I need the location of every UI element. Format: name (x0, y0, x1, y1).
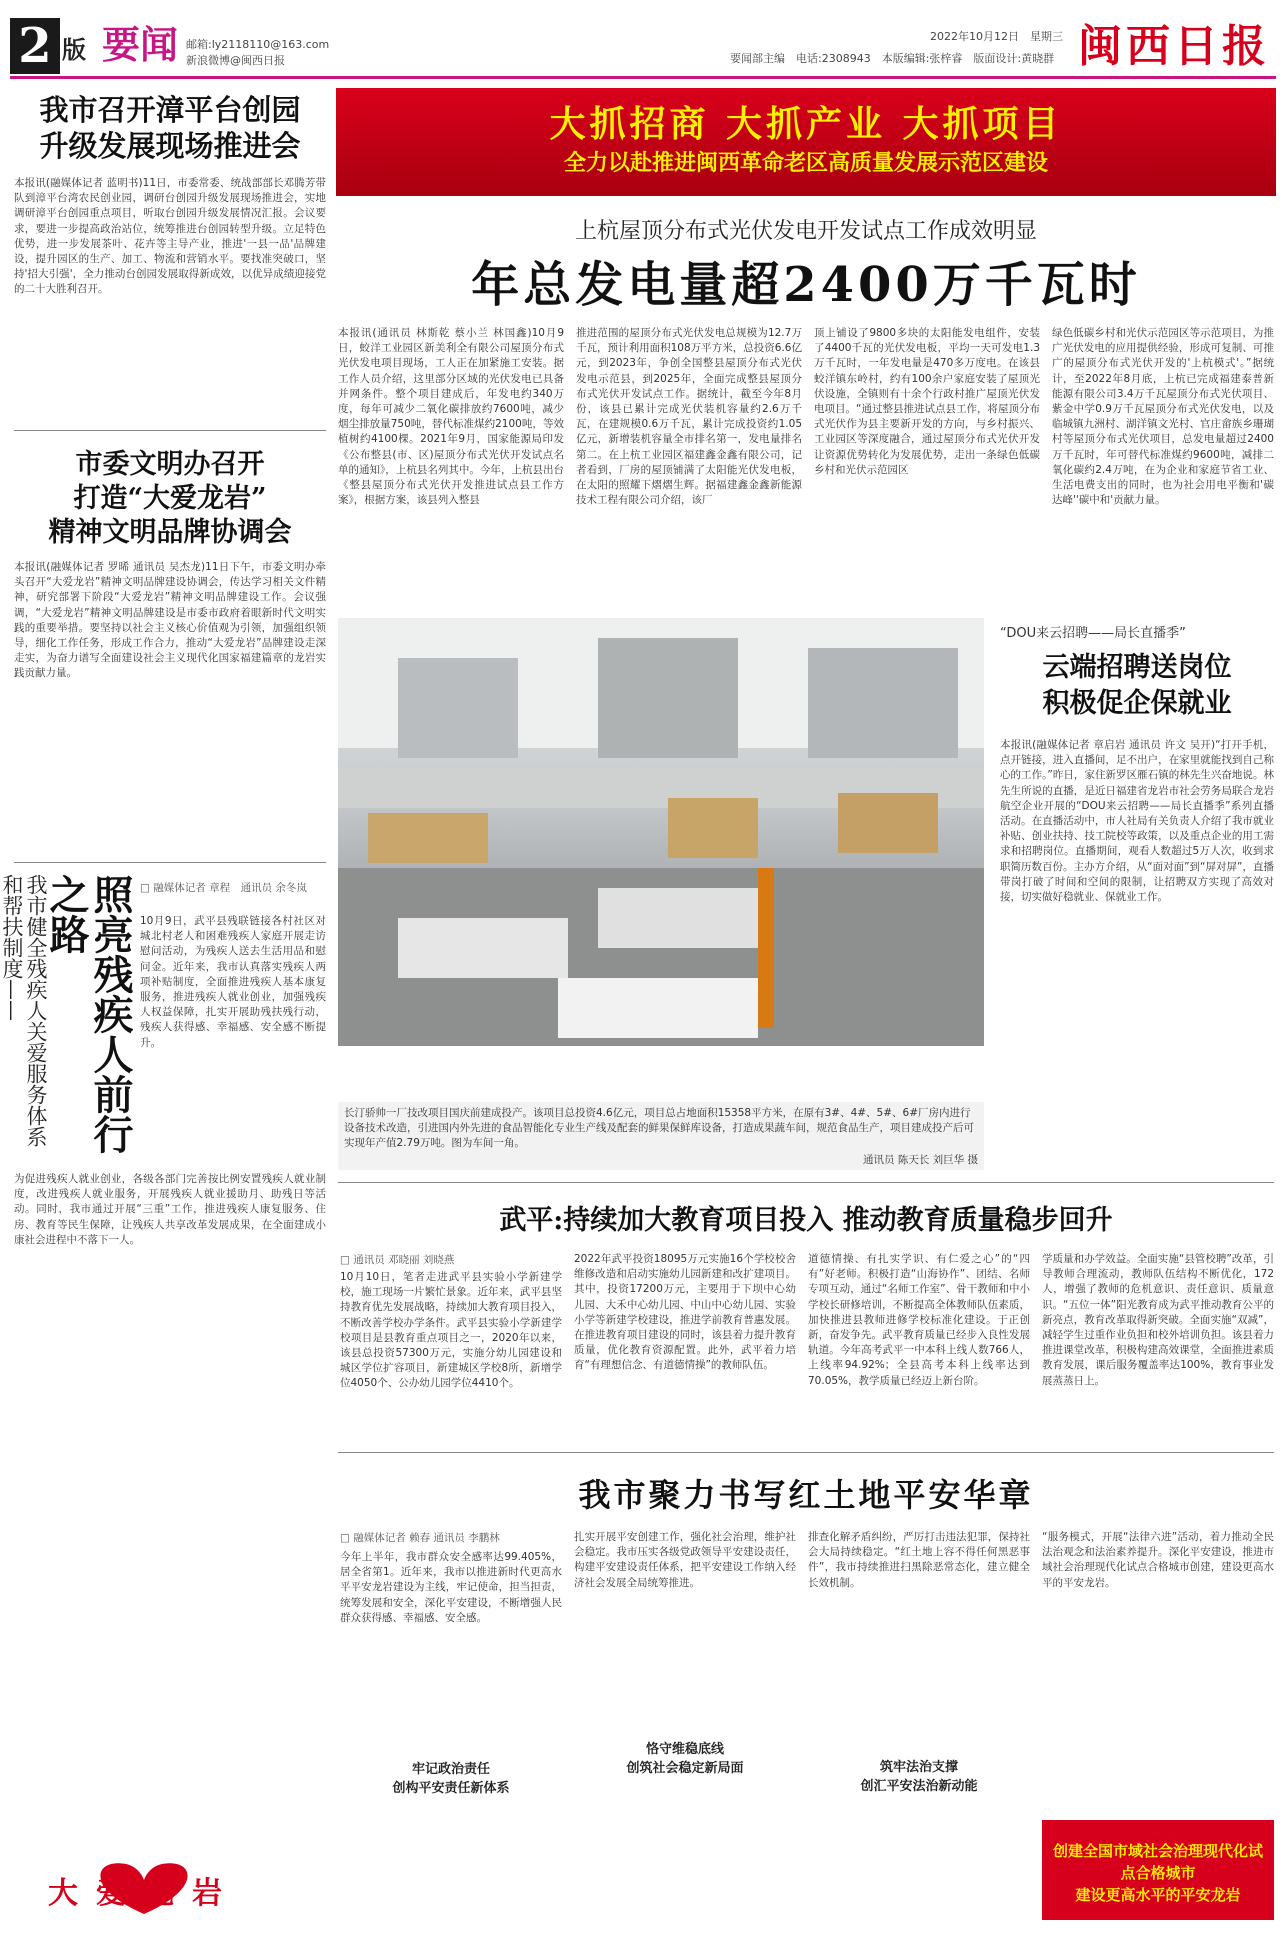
article-body: 顶上铺设了9800多块的太阳能发电组件，安装了4400千瓦的光伏发电板，平均一天可发电1.3万千瓦时，一年发电量是470多万度电。在该县蛟洋镇东岭村，约有100余户家庭安装了屋顶光伏设施，全镇则有十余个行政村推广屋顶光伏发电项目。“通过整县推进试点县工作，将屋顶分布式光伏作为县主要新开发的方向，与乡村振兴、工业园区等深度融合，通过屋顶分布式光伏开发让资源优势转化为发展优势，走出一条绿色低碳乡村和光伏示范园区 (814, 327, 1040, 476)
byline: □ 融媒体记者 章程 通讯员 余冬岚 (140, 882, 307, 894)
factory-illustration (338, 618, 984, 1046)
article-body: 为促进残疾人就业创业，各级各部门完善按比例安置残疾人就业制度，改进残疾人就业服务，开展残疾人就业援助月、助残日等活动。同时，我市通过开展“三重”工作，推进残疾人康复服务、住房、教育等民生保障，让残疾人共享改革发展成果，在全面建成小康社会进程中不落下一人。 (14, 1173, 326, 1246)
article-body: 10月9日，武平县残联链接各村社区对城北村老人和困难残疾人家庭开展走访慰问活动，为残疾人送去生活用品和慰问金。近年来，我市认真落实残疾人两项补贴制度，全面推进残疾人基本康复服务，推进残疾人就业创业，加强残疾人权益保障，扎实开展助残扶残行动，残疾人获得感、幸福感、安全感不断提升。 (140, 915, 326, 1049)
article-title: 我市召开漳平台创园 升级发展现场推进会 (39, 93, 301, 163)
article-body: 推进范围的屋顶分布式光伏发电总规模为12.7万千瓦，预计利用面积108万平方米，总投资6.6亿元，到2023年，争创全国整县屋顶分布式光伏发电示范县，到2025年，全面完成整县屋顶分布式光伏开发试点工作。据统计，截至今年8月份，该县已累计完成光伏装机容量约2.6万千瓦，在建规模0.6万千瓦，累计完成投资约1.05亿元，新增装机容量全市排名第一，发电量排名第二。在上杭工业园区福建鑫金鑫有限公司，记者看到，厂房的屋顶铺满了太阳能光伏发电板，在太阳的照耀下熠熠生辉。据福建鑫金鑫新能源技术工程有限公司介绍，该厂 (576, 327, 802, 507)
article-body: 2022年武平投资18095万元实施16个学校校舍维修改造和启动实施幼儿园新建和改扩建项目。其中，投资17200万元，主要用于下坝中心幼儿园、大禾中心幼儿园、中山中心幼儿园、实验小学等新建学校建设，推进学前教育普惠发展。在推进教育项目建设的同时，该县着力提升教育质量，优化教育资源配置。此外，武平着力培育“有理想信念、有道德情操”的教师队伍。 (574, 1253, 796, 1372)
email: 邮箱:ly2118110@163.com (186, 38, 330, 51)
section-title: 要闻 (102, 22, 179, 67)
byline: □ 通讯员 邓晓丽 刘晓燕 (340, 1254, 455, 1266)
article-body: 本报讯(通讯员 林斯乾 蔡小兰 林国鑫)10月9日，蛟洋工业园区新美利全有限公司屋顶分布式光伏发电项目现场，工人正在加紧施工安装。据工作人员介绍，这里部分区域的光伏发电已具备并网条件。整个项目建成后，年发电约340万度，每年可减少二氧化碳排放约7600吨，减少烟尘排放量750吨，替代标准煤约2100吨，等效植树约4100棵。2021年9月，国家能源局印发《公布整县(市、区)屋顶分布式光伏开发试点名单的通知》，上杭县名列其中。今年，上杭县出台《整县屋顶分布式光伏开发推进试点县工作方案》，根据方案，该县列入整县 (338, 327, 564, 507)
subheading: 筑牢法治支撑 创汇平安法治新动能 (860, 1760, 978, 1794)
factory-photo (338, 618, 984, 1046)
article-body: 学质量和办学效益。全面实施“县管校聘”改革，引导教师合理流动，教师队伍结构不断优化，172人，增强了教师的危机意识、责任意识、质量意识。“五位一体”阳光教育成为武平推动教育公平的新亮点，教育改革取得新突破。全面实施“双减”，减轻学生过重作业负担和校外培训负担。该县着力推进课堂改革，积极构建高效课堂，全面推进素质教育发展，课后服务覆盖率达100%，教育事业发展蒸蒸日上。 (1042, 1253, 1274, 1387)
editors: 要闻部主编 电话:2308943 本版编辑:张梓睿 版面设计:黄晓群 (730, 52, 1055, 65)
article-title: 我市聚力书写红土地平安华章 (578, 1476, 1034, 1514)
newspaper-logo: 闽西日报 (1078, 21, 1270, 72)
page-label: 版 (62, 36, 86, 64)
byline: □ 融媒体记者 赖春 通讯员 李鹏林 (340, 1532, 500, 1544)
article-body: 绿色低碳乡村和光伏示范园区等示范项目，为推广光伏发电的应用提供经验，形成可复制、可推广的屋顶分布式光伏开发的'上杭模式'。”据统计，至2022年8月底，上杭已完成福建泰普新能源有限公司3.4万千瓦屋顶分布式光伏项目、紫金中学0.9万千瓦屋顶分布式光伏发电，以及临城镇九洲村、湖洋镇文光村、官庄畲族乡珊瑚村等屋顶分布式光伏项目，总发电量超过2400万千瓦时，年可替代标准煤约9600吨，减排二氧化碳约2.4万吨，在为企业和家庭节省工业、生活电费支出的同时，也为社会用电平衡和'碳达峰''碳中和'贡献力量。 (1052, 327, 1274, 507)
vertical-subtitle: 我市健全残疾人关爱服务体系和帮扶制度—— (0, 874, 48, 1147)
article-body: 本报讯(融媒体记者 章启岩 通讯员 许文 吴开)“打开手机，点开链接，进入直播间，足不出户，在家里就能找到自己称心的工作。”昨日，家住新罗区雁石镇的林先生兴奋地说。林先生所说的直播，是近日福建省龙岩市社会劳务局联合龙岩航空企业开展的“DOU来云招聘——局长直播季”系列直播活动。在直播活动中，市人社局有关负责人介绍了我市就业补贴、创业扶持、技工院校等政策，以及重点企业的用工需求和招聘岗位。直播期间，观看人数超过5万人次，收到求职简历数百份。主办方介绍，从“面对面”到“屏对屏”，直播带岗打破了时间和空间的限制，让招聘双方实现了高效对接，切实做好稳就业、保就业工作。 (1000, 739, 1274, 904)
article-title: 年总发电量超2400万千瓦时 (471, 257, 1141, 313)
slogan-text: 创建全国市域社会治理现代化试点合格城市 建设更高水平的平安龙岩 (1052, 1842, 1263, 1904)
banner-subtitle: 全力以赴推进闽西革命老区高质量发展示范区建设 (563, 150, 1048, 176)
photo-caption: 长汀骄帅一厂技改项目国庆前建成投产。该项目总投资4.6亿元，项目总占地面积15358平方米，在原有3#、4#、5#、6#厂房内进行设备技术改造，引进国内外先进的食品智能化专业生产线及配套的鲜果保鲜库设备，打造成果蔬车间，规范食品生产，项目建成投产后可实现年产值2.79万吨。图为车间一角。 通讯员 陈天长 刘巨华 摄 (338, 1102, 984, 1170)
issue-date: 2022年10月12日 星期三 (930, 30, 1063, 43)
article-body: 今年上半年，我市群众安全感率达99.405%，居全省第1。近年来，我市以推进新时代更高水平平安龙岩建设为主线，牢记使命，担当担责，统筹发展和安全，深化平安建设，不断增强人民群众获得感、幸福感、安全感。 (340, 1551, 562, 1624)
article-title: 照亮残疾人前行之路 (43, 874, 134, 1154)
article-body: 道德情操、有扎实学识、有仁爱之心”的“四有”好老师。积极打造“山海协作”、团结、名师专项互动，通过“名师工作室”、骨干教师和中小学校长研修培训，不断提高全体教师队伍素质，加快推进县教师进修学校标准化建设。于正创新，奋发争先。武平教育质量已经步入良性发展轨道。今年高考武平一中本科上线人数766人，上线率94.92%；全县高考本科上线率达到70.05%，教学质量已经迈上新台阶。 (808, 1253, 1030, 1387)
kicker: 上杭屋顶分布式光伏发电开发试点工作成效明显 (574, 219, 1037, 244)
article-body: 本报讯(融媒体记者 罗晞 通讯员 吴杰龙)11日下午，市委文明办牵头召开“大爱龙岩”精神文明品牌建设协调会，传达学习相关文件精神，研究部署下阶段“大爱龙岩”精神文明品牌建设工作。会议强调，“大爱龙岩”精神文明品牌建设是市委市政府着眼新时代文明实践的重要举措。要坚持以社会主义核心价值观为引领，加强组织领导，细化工作任务，形成工作合力，推动“大爱龙岩”品牌建设走深走实，为奋力谱写全面建设社会主义现代化国家福建篇章的龙岩实践贡献力量。 (14, 561, 326, 680)
article-body: “服务模式，开展“法律六进”活动，着力推动全民法治观念和法治素养提升。深化平安建设，推进市域社会治理现代化试点合格城市创建，建设更高水平的平安龙岩。 (1042, 1531, 1274, 1589)
divider (338, 1452, 1274, 1453)
divider (338, 1182, 1274, 1183)
article-body: 本报讯(融媒体记者 蓝明书)11日，市委常委、统战部部长邓腾芳带队到漳平台湾农民创业园，调研台创园升级发展现场推进会，实地调研漳平台创园重点项目，听取台创园升级发展情况汇报。会议要求，要进一步提高政治站位，统筹推进台创园转型升级。立足特色优势，进一步发展茶叶、花卉等主导产业，推进'一县一品'品牌建设，提升园区的生产、加工、物流和营销水平。要找准突破口，坚持'招大引强'，全力推动台创园发展取得新成效，以优异成绩迎接党的二十大胜利召开。 (14, 177, 326, 296)
divider (14, 862, 326, 863)
divider (14, 430, 326, 431)
article-body: 排查化解矛盾纠纷，严厉打击违法犯罪，保持社会大局持续稳定。“红土地上容不得任何黑恶事件”，我市持续推进扫黑除恶常态化，建立健全长效机制。 (808, 1531, 1030, 1589)
subheading: 牢记政治责任 创构平安责任新体系 (392, 1762, 510, 1796)
article-title: 云端招聘送岗位 积极促企保就业 (1042, 652, 1232, 719)
header-rule (10, 76, 1276, 79)
article-body: 扎实开展平安创建工作，强化社会治理，维护社会稳定。我市压实各级党政领导平安建设责任，构建平安建设责任体系，把平安建设工作纳入经济社会发展全局统筹推进。 (574, 1531, 796, 1589)
kicker: “DOU来云招聘——局长直播季” (1000, 626, 1186, 641)
page-number: 2 (10, 18, 60, 74)
weibo: 新浪微博@闽西日报 (186, 54, 285, 67)
dai-longyan-logo: 大爱龙岩 (14, 1858, 274, 1918)
article-body: 10月10日，笔者走进武平县实验小学新建学校，施工现场一片繁忙景象。近年来，武平县坚持教育优先发展战略，持续加大教育项目投入，不断改善学校办学条件。武平县实验小学新建学校项目是县教育重点项目之一，2020年以来，该县总投资57300万元，实施分幼儿园建设和城区学位扩容项目，新建城区学校8所，新增学位4050个、公办幼儿园学位4410个。 (340, 1271, 562, 1390)
photo-credit: 通讯员 陈天长 刘巨华 摄 (862, 1154, 978, 1166)
subheading: 恪守维稳底线 创筑社会稳定新局面 (626, 1742, 744, 1776)
article-title: 市委文明办召开 打造“大爱龙岩” 精神文明品牌协调会 (48, 449, 292, 548)
article-title: 武平:持续加大教育项目投入 推动教育质量稳步回升 (499, 1205, 1113, 1236)
banner-main: 大抓招商 大抓产业 大抓项目 (549, 103, 1063, 145)
